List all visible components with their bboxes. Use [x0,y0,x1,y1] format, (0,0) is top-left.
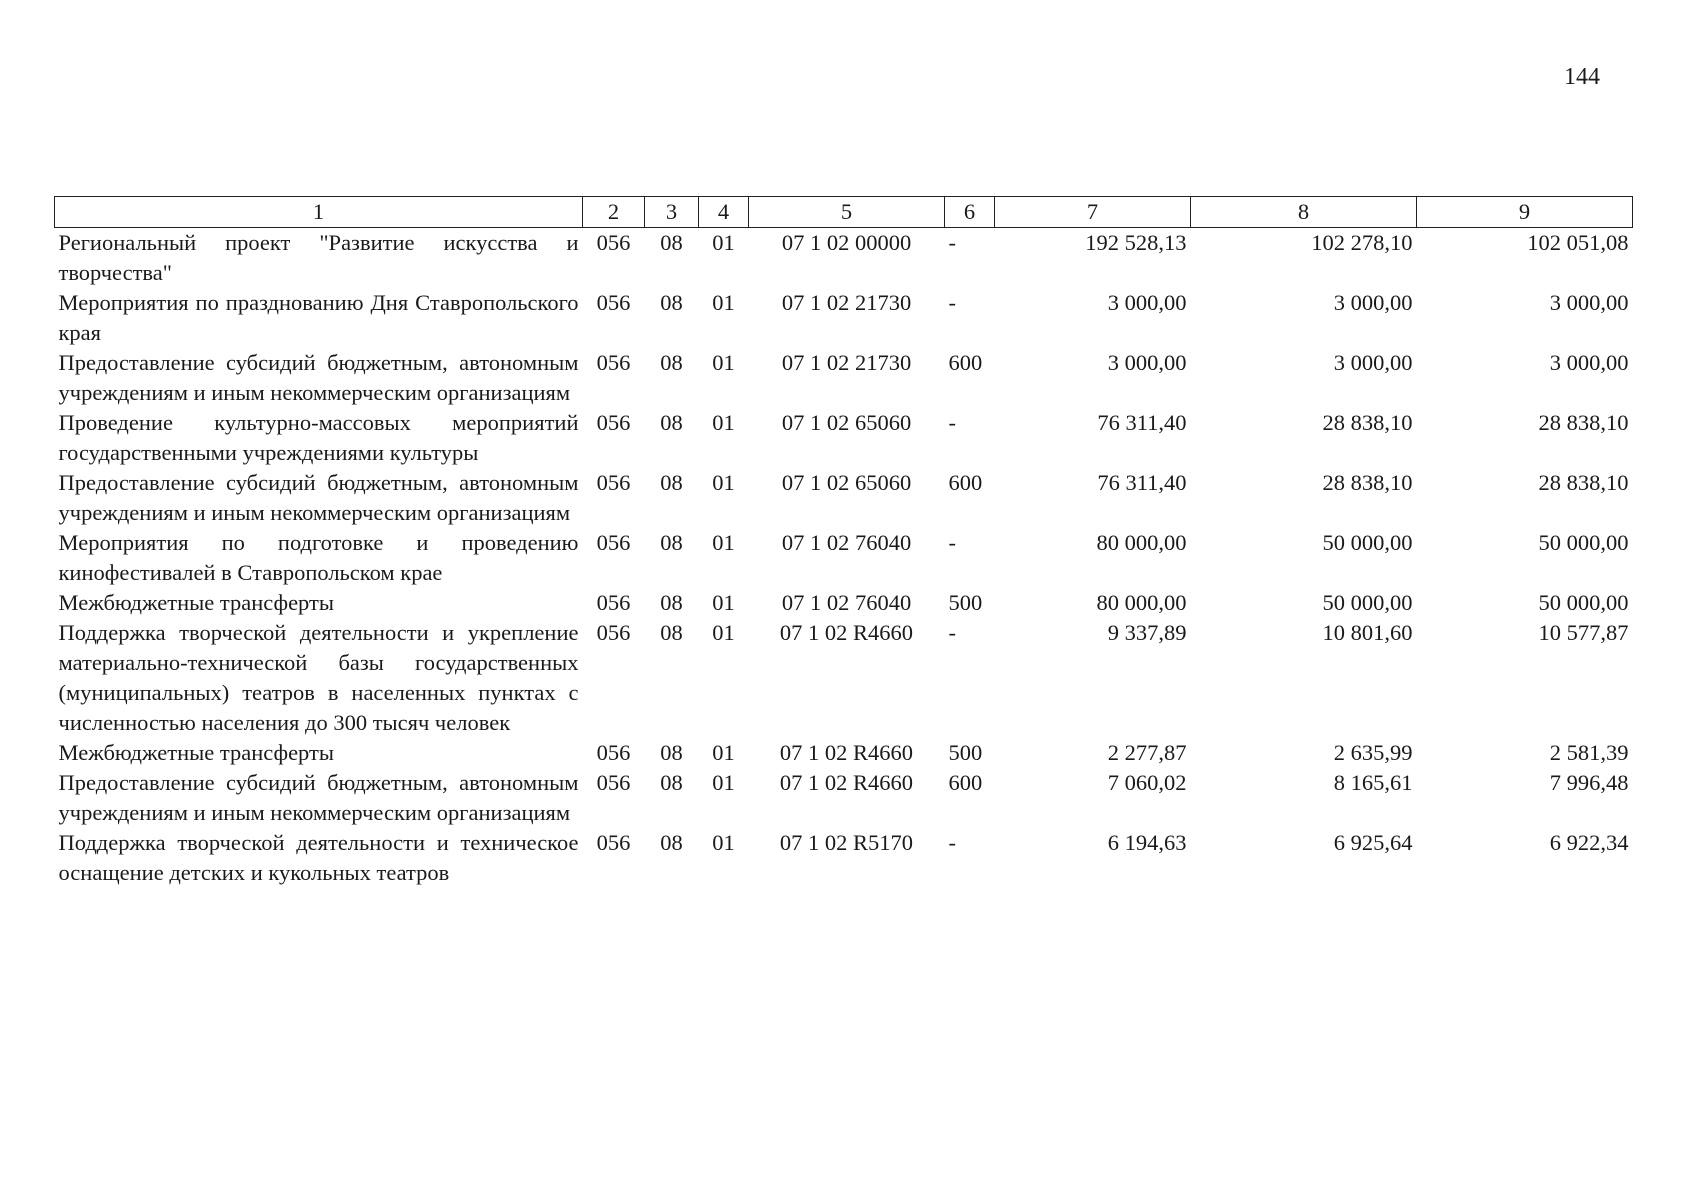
row-col-6: 500 [948,590,983,615]
row-col-6: - [948,830,956,855]
column-header-6: 6 [945,197,995,228]
row-col-3: 08 [660,230,683,255]
budget-table [54,196,1633,888]
table-body [55,228,1633,889]
row-col-3: 08 [660,290,683,315]
row-description: Региональный проект "Развитие искусства и творчества" [58,230,579,285]
table-row [55,738,1633,768]
row-col-7: 76 311,40 [1097,410,1187,435]
page-number: 144 [1564,64,1600,90]
row-col-4: 01 [712,410,735,435]
row-col-8: 3 000,00 [1333,290,1413,315]
row-col-9: 2 581,39 [1549,740,1629,765]
row-col-6: 600 [948,770,983,795]
row-col-5: 07 1 02 00000 [781,230,912,255]
row-col-8: 8 165,61 [1333,770,1413,795]
row-col-5: 07 1 02 R4660 [779,620,914,645]
column-header-2: 2 [583,197,645,228]
row-col-9: 6 922,34 [1549,830,1629,855]
row-col-4: 01 [712,530,735,555]
row-col-4: 01 [712,620,735,645]
column-header-4: 4 [699,197,749,228]
row-col-2: 056 [596,530,631,555]
row-col-6: 600 [948,470,983,495]
row-col-5: 07 1 02 76040 [781,530,912,555]
row-col-7: 9 337,89 [1107,620,1187,645]
row-col-7: 2 277,87 [1107,740,1187,765]
table-row [55,408,1633,468]
row-col-8: 102 278,10 [1311,230,1413,255]
row-col-6: - [948,410,956,435]
table-row [55,468,1633,528]
row-col-4: 01 [712,230,735,255]
row-col-4: 01 [712,770,735,795]
row-description: Предоставление субсидий бюджетным, автономным учреждениям и иным некоммерческим организациям [58,770,579,825]
row-col-3: 08 [660,470,683,495]
row-col-8: 10 801,60 [1322,620,1413,645]
table-row [55,528,1633,588]
row-col-8: 6 925,64 [1333,830,1413,855]
row-description: Предоставление субсидий бюджетным, автономным учреждениям и иным некоммерческим организациям [58,470,579,525]
row-col-2: 056 [596,770,631,795]
column-header-8: 8 [1191,197,1417,228]
header-row [55,197,1633,228]
row-col-3: 08 [660,530,683,555]
row-col-5: 07 1 02 65060 [781,410,912,435]
row-col-8: 3 000,00 [1333,350,1413,375]
table-row [55,618,1633,738]
row-col-2: 056 [596,620,631,645]
row-description: Проведение культурно-массовых мероприятий государственными учреждениями культуры [58,410,579,465]
row-col-7: 76 311,40 [1097,470,1187,495]
table-row [55,228,1633,289]
row-col-7: 3 000,00 [1107,290,1187,315]
row-col-7: 6 194,63 [1107,830,1187,855]
column-header-9: 9 [1417,197,1633,228]
row-col-4: 01 [712,830,735,855]
row-col-9: 28 838,10 [1538,470,1629,495]
row-col-4: 01 [712,590,735,615]
row-col-3: 08 [660,350,683,375]
row-col-5: 07 1 02 76040 [781,590,912,615]
column-header-5: 5 [749,197,945,228]
table-row [55,288,1633,348]
row-col-3: 08 [660,740,683,765]
row-col-5: 07 1 02 R4660 [779,740,914,765]
row-col-7: 192 528,13 [1085,230,1187,255]
row-description: Мероприятия по празднованию Дня Ставропольского края [58,290,579,345]
row-col-3: 08 [660,770,683,795]
row-col-2: 056 [596,350,631,375]
row-col-2: 056 [596,740,631,765]
row-col-7: 3 000,00 [1107,350,1187,375]
row-col-9: 28 838,10 [1538,410,1629,435]
row-col-6: - [948,530,956,555]
row-col-9: 50 000,00 [1538,590,1629,615]
row-description: Поддержка творческой деятельности и техническое оснащение детских и кукольных театров [58,830,579,885]
row-description: Предоставление субсидий бюджетным, автономным учреждениям и иным некоммерческим организациям [58,350,579,405]
row-col-5: 07 1 02 R5170 [779,830,914,855]
row-col-6: 600 [948,350,983,375]
row-col-6: - [948,230,956,255]
table-row [55,828,1633,888]
row-col-9: 10 577,87 [1538,620,1629,645]
row-col-8: 50 000,00 [1322,530,1413,555]
column-header-3: 3 [645,197,699,228]
row-description: Межбюджетные трансферты [58,740,334,765]
row-col-7: 80 000,00 [1096,590,1187,615]
row-col-2: 056 [596,290,631,315]
row-description: Межбюджетные трансферты [58,590,334,615]
row-description: Поддержка творческой деятельности и укрепление материально-технической базы государственных (муниципальных) театров в населенных пунктах с численностью населения до 300 тысяч человек [58,620,579,735]
row-col-9: 3 000,00 [1549,290,1629,315]
row-col-7: 80 000,00 [1096,530,1187,555]
row-col-4: 01 [712,350,735,375]
row-col-2: 056 [596,590,631,615]
row-col-9: 7 996,48 [1549,770,1629,795]
column-header-7: 7 [995,197,1191,228]
row-description: Мероприятия по подготовке и проведению кинофестивалей в Ставропольском крае [58,530,579,585]
row-col-5: 07 1 02 21730 [781,350,912,375]
row-col-2: 056 [596,230,631,255]
row-col-4: 01 [712,290,735,315]
row-col-9: 3 000,00 [1549,350,1629,375]
row-col-6: - [948,620,956,645]
row-col-5: 07 1 02 R4660 [779,770,914,795]
row-col-8: 50 000,00 [1322,590,1413,615]
row-col-8: 2 635,99 [1333,740,1413,765]
row-col-8: 28 838,10 [1322,470,1413,495]
row-col-9: 50 000,00 [1538,530,1629,555]
row-col-3: 08 [660,830,683,855]
row-col-3: 08 [660,590,683,615]
table-row [55,348,1633,408]
row-col-4: 01 [712,470,735,495]
row-col-9: 102 051,08 [1527,230,1629,255]
row-col-6: - [948,290,956,315]
row-col-3: 08 [660,410,683,435]
row-col-8: 28 838,10 [1322,410,1413,435]
row-col-2: 056 [596,470,631,495]
row-col-5: 07 1 02 21730 [781,290,912,315]
row-col-3: 08 [660,620,683,645]
table-row [55,768,1633,828]
row-col-2: 056 [596,410,631,435]
column-header-1: 1 [55,197,583,228]
row-col-4: 01 [712,740,735,765]
row-col-6: 500 [948,740,983,765]
row-col-7: 7 060,02 [1107,770,1187,795]
row-col-5: 07 1 02 65060 [781,470,912,495]
row-col-2: 056 [596,830,631,855]
table-row [55,588,1633,618]
